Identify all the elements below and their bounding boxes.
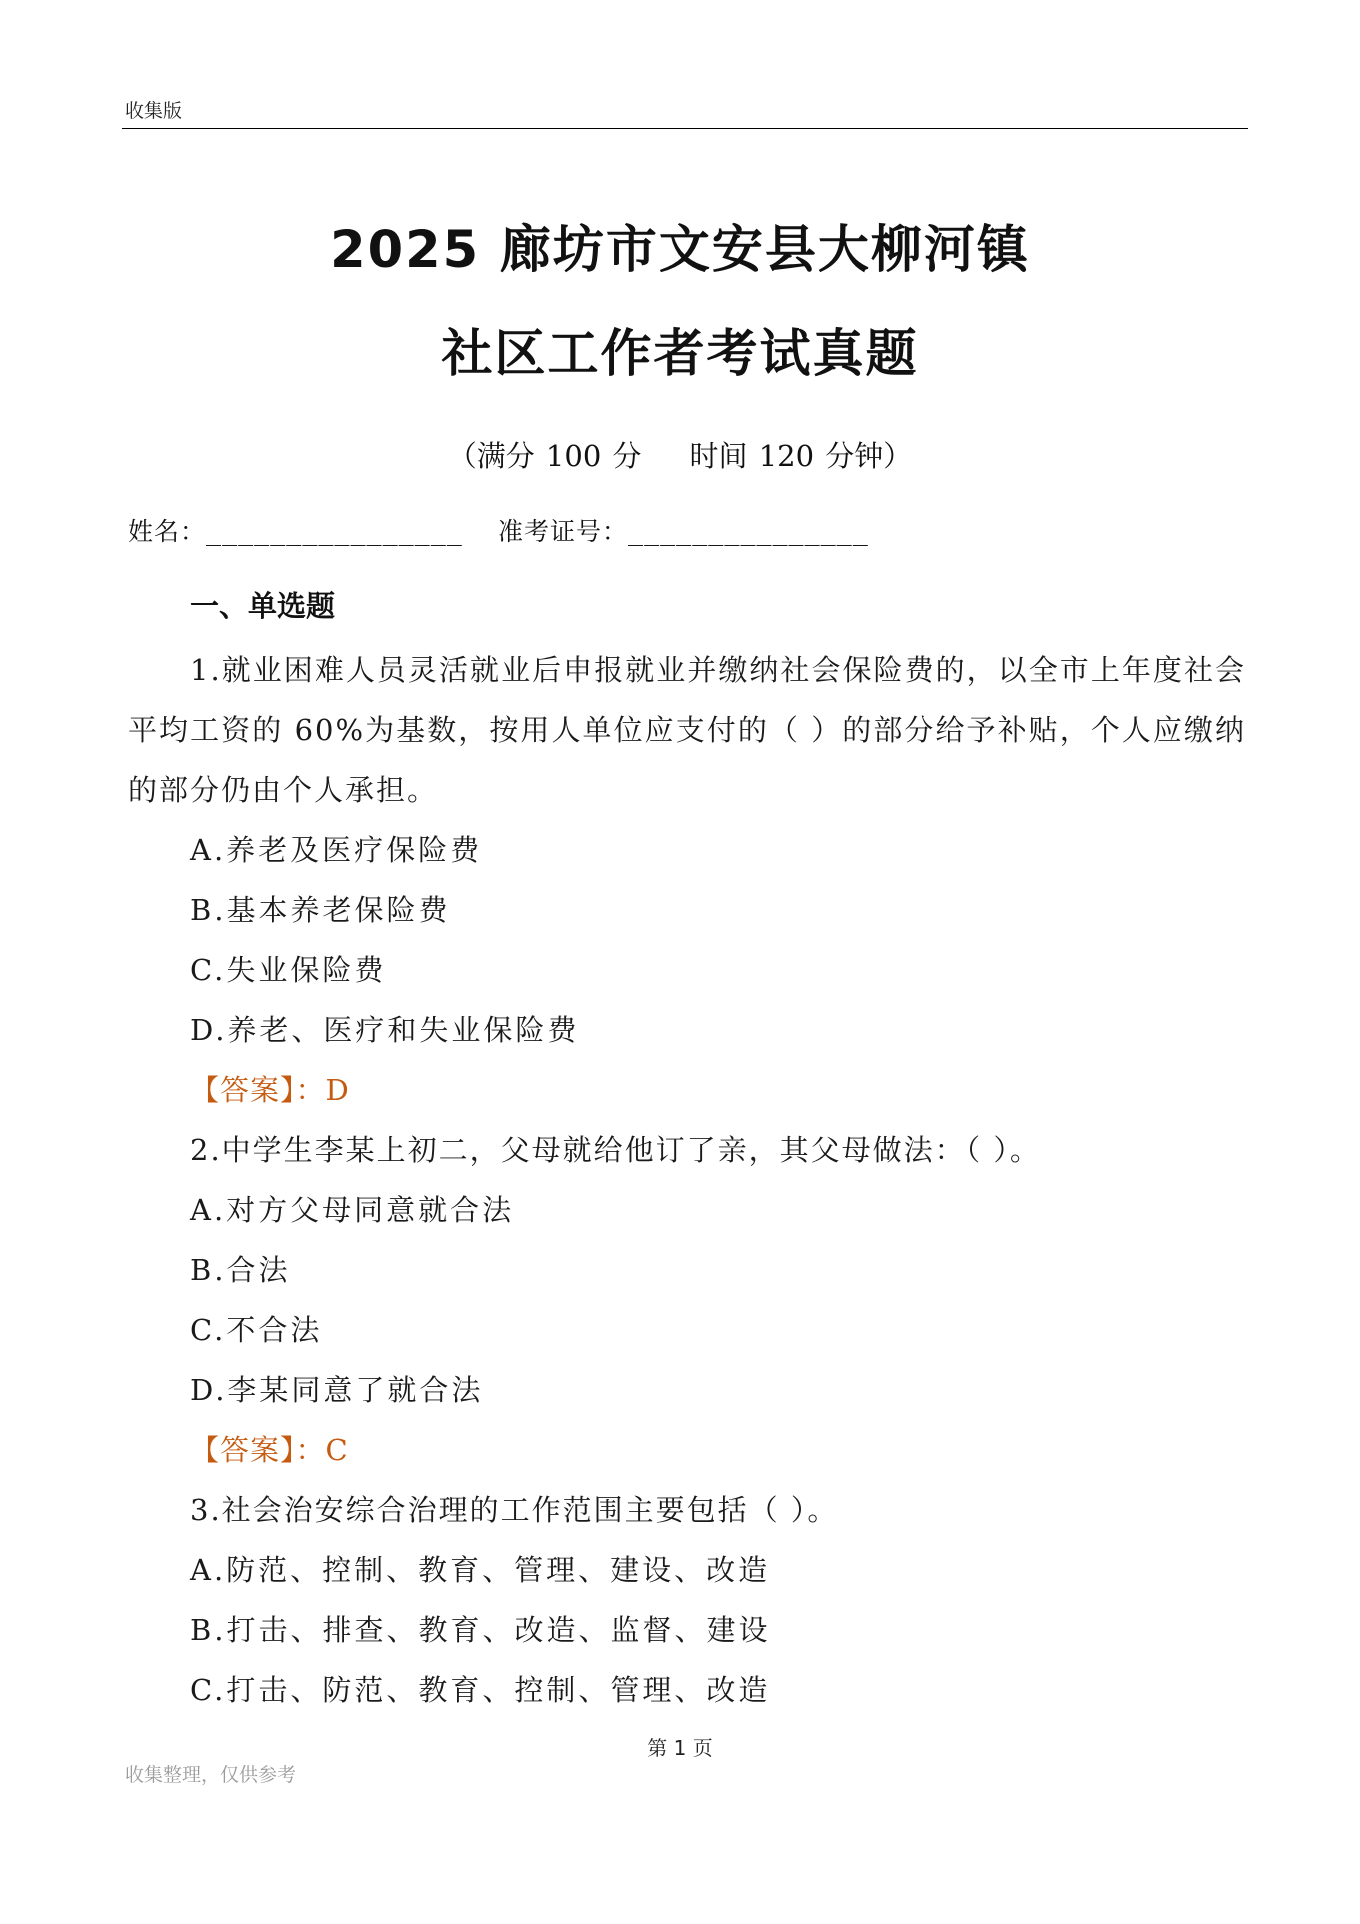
- footer-note: 收集整理，仅供参考: [125, 1764, 297, 1786]
- option-c: C.打击、防范、教育、控制、管理、改造: [190, 1673, 771, 1707]
- question-item: [128, 1480, 1246, 1720]
- exam-time: 时间 120 分钟）: [689, 439, 913, 473]
- exam-id-blank: _______________: [628, 517, 869, 546]
- header-divider: [122, 128, 1248, 129]
- full-score: （满分 100 分: [447, 439, 642, 473]
- exam-id-field: [498, 512, 869, 548]
- option-a: A.对方父母同意就合法: [190, 1193, 515, 1227]
- option-b: B.基本养老保险费: [190, 893, 451, 927]
- exam-info: [0, 434, 1360, 475]
- option-c: C.失业保险费: [190, 953, 387, 987]
- page-title-line1: 2025 廊坊市文安县大柳河镇: [330, 221, 1030, 280]
- question-item: [128, 640, 1246, 1120]
- question-text: 2.中学生李某上初二，父母就给他订了亲，其父母做法：（ ）。: [190, 1133, 1041, 1167]
- name-field: [128, 512, 463, 548]
- option-b: B.合法: [190, 1253, 291, 1287]
- option-c: C.不合法: [190, 1313, 323, 1347]
- page-title-line2: 社区工作者考试真题: [441, 325, 919, 384]
- exam-id-label: 准考证号：: [498, 517, 629, 546]
- option-a: A.养老及医疗保险费: [190, 833, 483, 867]
- option-b: B.打击、排查、教育、改造、监督、建设: [190, 1613, 771, 1647]
- answer: 【答案】：C: [190, 1433, 349, 1467]
- option-d: D.养老、医疗和失业保险费: [190, 1013, 580, 1047]
- name-label: 姓名：: [128, 517, 207, 546]
- answer: 【答案】：D: [190, 1073, 350, 1107]
- option-d: D.李某同意了就合法: [190, 1373, 484, 1407]
- question-item: [128, 1120, 1246, 1480]
- header-label: 收集版: [125, 100, 183, 122]
- option-a: A.防范、控制、教育、管理、建设、改造: [190, 1553, 771, 1587]
- page-number: 第 1 页: [647, 1736, 713, 1760]
- section-title: 一、单选题: [190, 589, 336, 623]
- question-text: 3.社会治安综合治理的工作范围主要包括（ ）。: [190, 1493, 839, 1527]
- name-blank: ________________: [206, 517, 463, 546]
- question-list: [128, 640, 1246, 1720]
- question-text: 1.就业困难人员灵活就业后申报就业并缴纳社会保险费的，以全市上年度社会平均工资的 60%为基数，按用人单位应支付的（ ）的部分给予补贴，个人应缴纳的部分仍由个人承担。: [128, 653, 1246, 807]
